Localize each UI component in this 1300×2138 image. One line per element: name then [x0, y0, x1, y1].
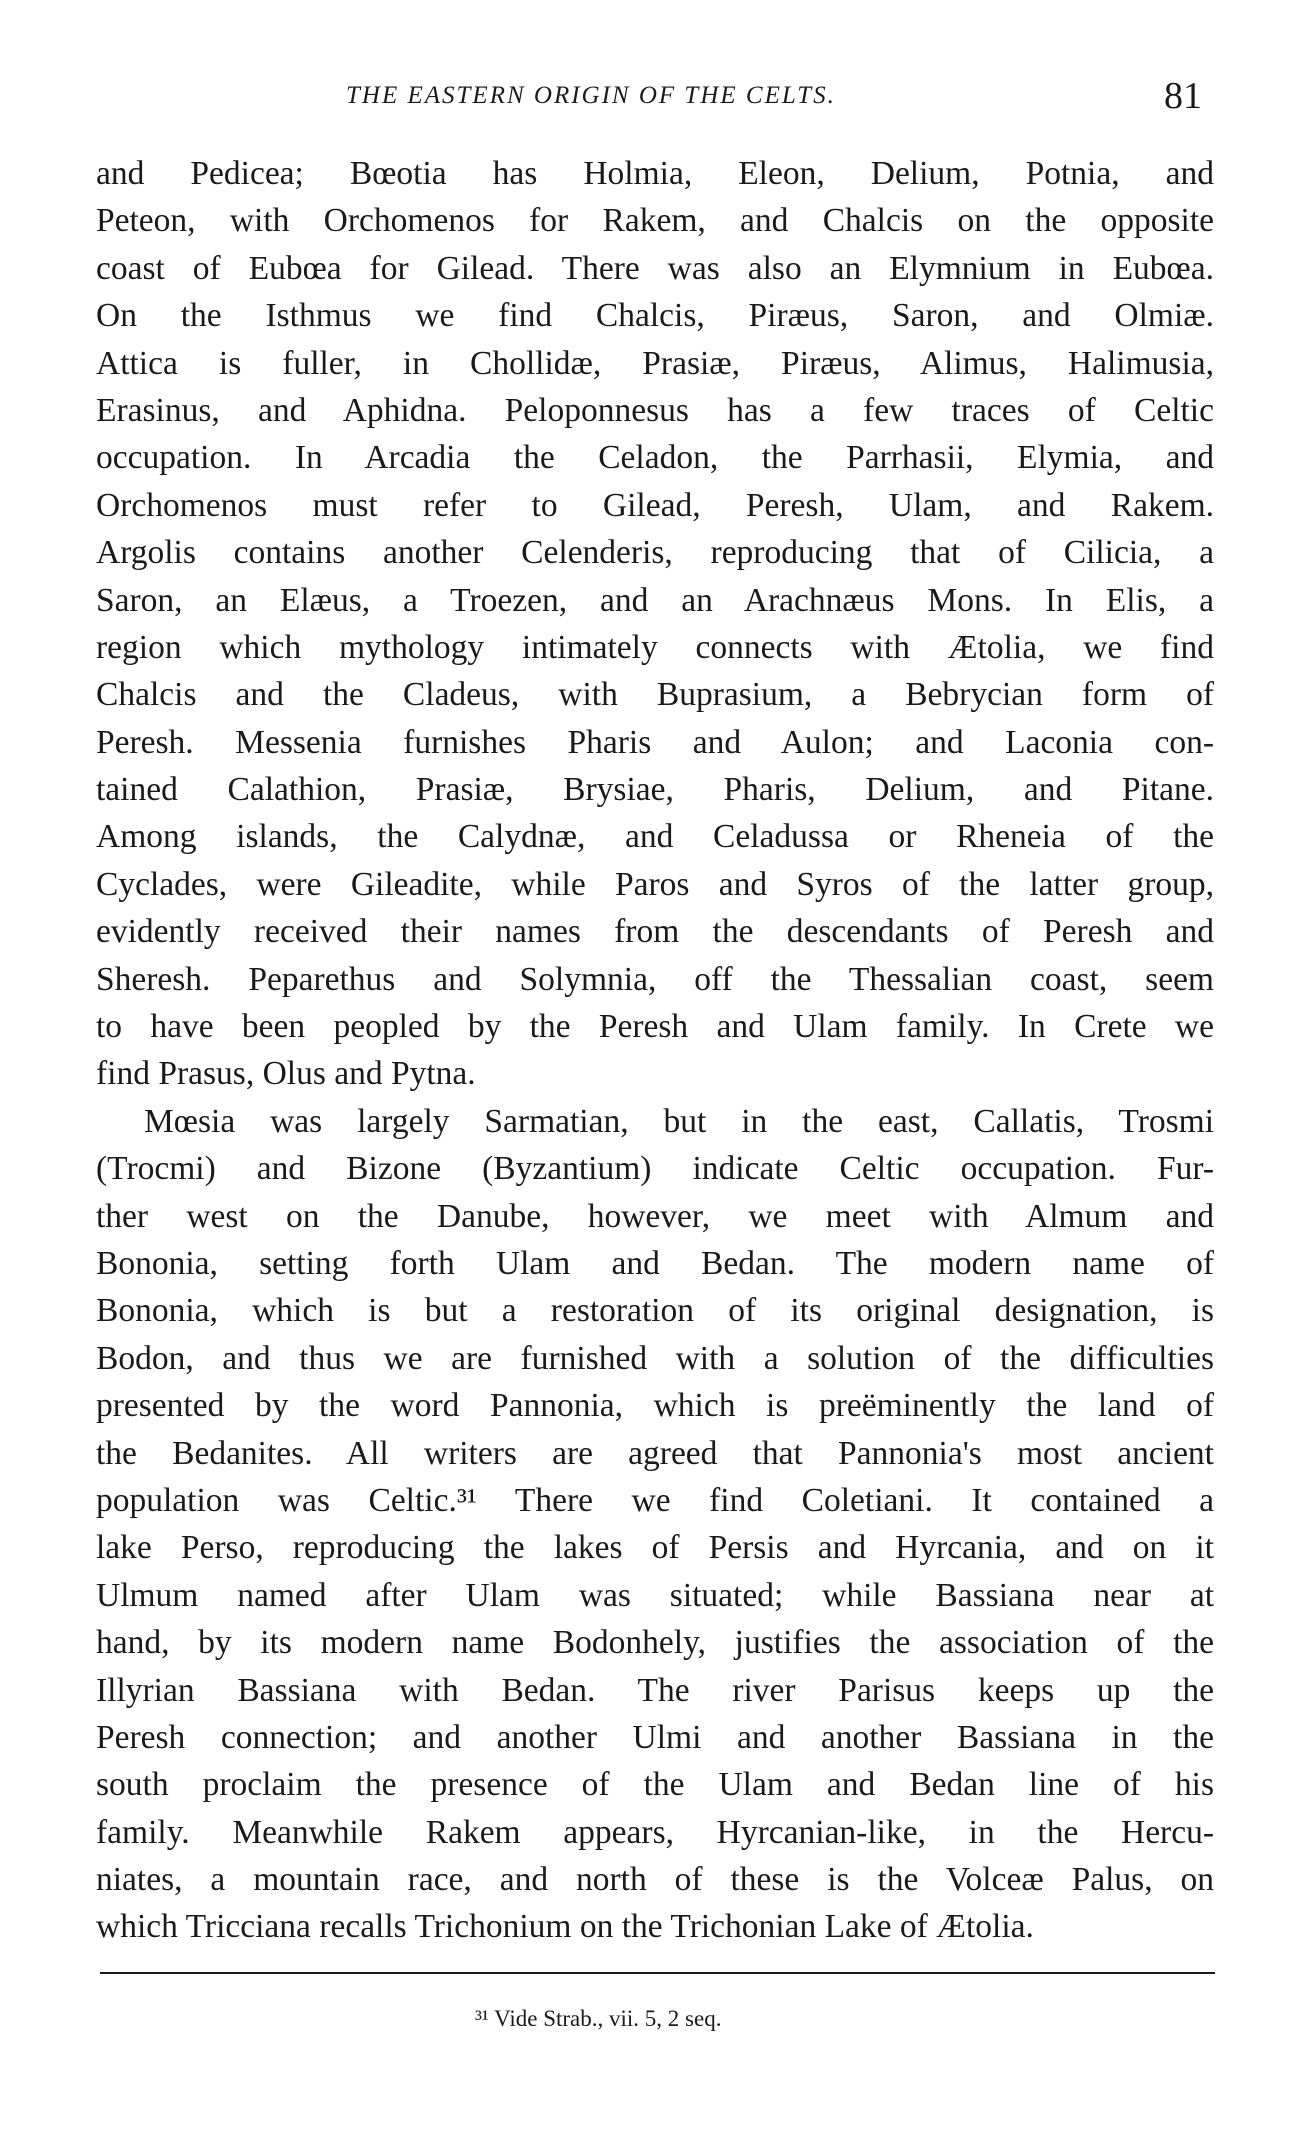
text-line: Bodon, and thus we are furnished with a solution of the difficulties — [96, 1339, 1214, 1377]
text-line: Peteon, with Orchomenos for Rakem, and Chalcis on the opposite — [96, 202, 1214, 240]
footnote: ³¹ Vide Strab., vii. 5, 2 seq. — [475, 2006, 722, 2031]
text-line: Among islands, the Calydnæ, and Celadussa or Rheneia of the — [96, 818, 1214, 856]
text-line: ther west on the Danube, however, we meet with Almum and — [96, 1197, 1214, 1235]
text-line: find Prasus, Olus and Pytna. — [96, 1055, 476, 1093]
text-line: Illyrian Bassiana with Bedan. The river Parisus keeps up the — [96, 1671, 1214, 1709]
body-text — [96, 150, 1214, 1951]
text-line: hand, by its modern name Bodonhely, justifies the association of the — [96, 1624, 1214, 1662]
text-line: which Tricciana recalls Trichonium on the Trichonian Lake of Ætolia. — [96, 1908, 1034, 1946]
text-line: (Trocmi) and Bizone (Byzantium) indicate Celtic occupation. Fur- — [96, 1150, 1214, 1188]
text-line: Peresh. Messenia furnishes Pharis and Aulon; and Laconia con- — [96, 723, 1214, 761]
text-line: Erasinus, and Aphidna. Peloponnesus has a few traces of Celtic — [96, 391, 1214, 429]
text-line: On the Isthmus we find Chalcis, Piræus, Saron, and Olmiæ. — [96, 297, 1214, 335]
text-line: the Bedanites. All writers are agreed that Pannonia's most ancient — [96, 1434, 1214, 1472]
text-line: presented by the word Pannonia, which is preëminently the land of — [96, 1387, 1214, 1425]
text-line: family. Meanwhile Rakem appears, Hyrcanian-like, in the Hercu- — [96, 1813, 1214, 1851]
text-line: tained Calathion, Prasiæ, Brysiae, Pharis, Delium, and Pitane. — [96, 771, 1214, 809]
text-line: Orchomenos must refer to Gilead, Peresh, Ulam, and Rakem. — [96, 486, 1214, 524]
text-line: and Pedicea; Bœotia has Holmia, Eleon, Delium, Potnia, and — [96, 155, 1214, 192]
text-line: Peresh connection; and another Ulmi and another Bassiana in the — [96, 1718, 1214, 1756]
text-line: Bononia, setting forth Ulam and Bedan. The modern name of — [96, 1244, 1214, 1282]
running-title: THE EASTERN ORIGIN OF THE CELTS. — [346, 82, 836, 109]
text-line: Cyclades, were Gileadite, while Paros and Syros of the latter group, — [96, 865, 1214, 903]
text-line: evidently received their names from the descendants of Peresh and — [96, 913, 1214, 951]
text-line: occupation. In Arcadia the Celadon, the Parrhasii, Elymia, and — [96, 439, 1214, 477]
text-line: Ulmum named after Ulam was situated; while Bassiana near at — [96, 1576, 1214, 1614]
text-line: lake Perso, reproducing the lakes of Persis and Hyrcania, and on it — [96, 1529, 1214, 1567]
footnote-rule — [100, 1972, 1215, 1974]
text-line: region which mythology intimately connects with Ætolia, we find — [96, 628, 1214, 666]
running-head — [0, 75, 1300, 118]
text-line: Chalcis and the Cladeus, with Buprasium, a Bebrycian form of — [96, 676, 1214, 714]
text-line: Sheresh. Peparethus and Solymnia, off the Thessalian coast, seem — [96, 960, 1214, 998]
text-line: population was Celtic.³¹ There we find Coletiani. It contained a — [96, 1481, 1214, 1519]
paragraph — [96, 1098, 1214, 1951]
paragraph — [96, 150, 1214, 1098]
text-line: south proclaim the presence of the Ulam and Bedan line of his — [96, 1766, 1214, 1804]
page-number: 81 — [1164, 75, 1202, 117]
text-line: coast of Eubœa for Gilead. There was also an Elymnium in Eubœa. — [96, 249, 1214, 287]
text-line: Attica is fuller, in Chollidæ, Prasiæ, Piræus, Alimus, Halimusia, — [96, 344, 1214, 382]
text-line: niates, a mountain race, and north of these is the Volceæ Palus, on — [96, 1861, 1214, 1899]
text-line: Bononia, which is but a restoration of its original designation, is — [96, 1292, 1214, 1330]
text-line: Argolis contains another Celenderis, reproducing that of Cilicia, a — [96, 534, 1214, 572]
text-line: to have been peopled by the Peresh and Ulam family. In Crete we — [96, 1008, 1214, 1046]
text-line: Mœsia was largely Sarmatian, but in the east, Callatis, Trosmi — [144, 1102, 1214, 1140]
text-line: Saron, an Elæus, a Troezen, and an Arachnæus Mons. In Elis, a — [96, 581, 1214, 619]
